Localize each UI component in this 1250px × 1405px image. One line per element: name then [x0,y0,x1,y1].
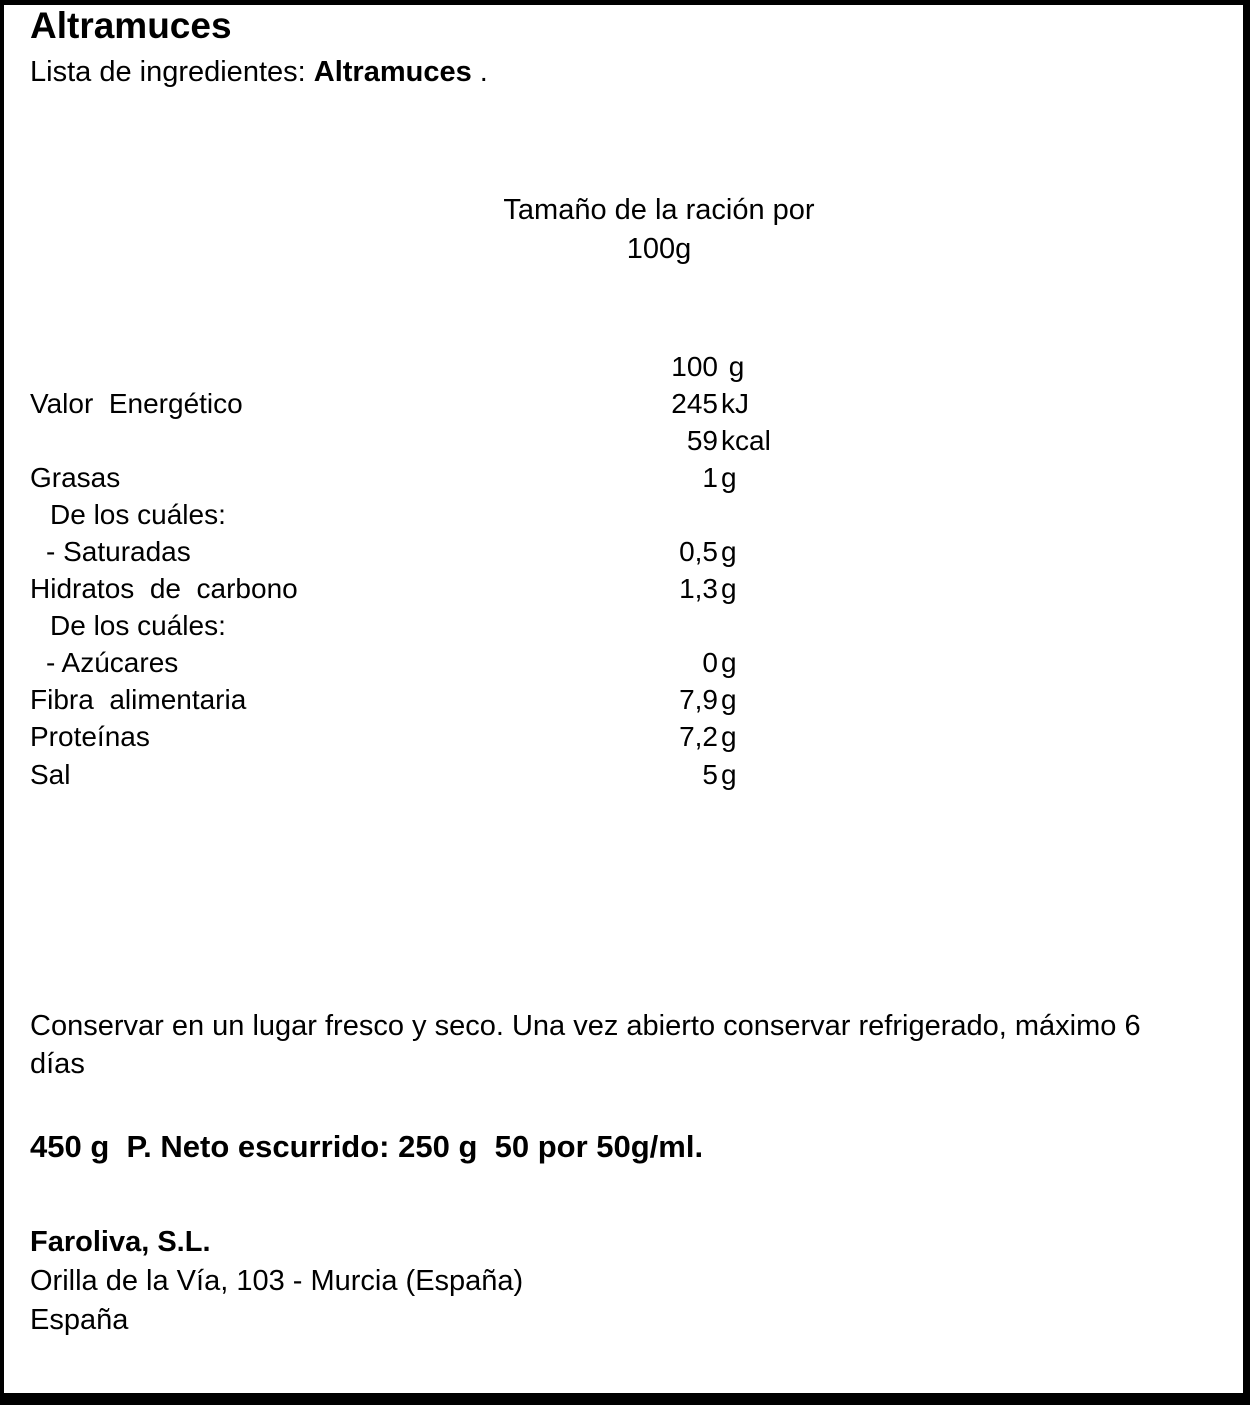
net-weight-line: 450 g P. Neto escurrido: 250 g 50 por 50g/ml. [30,1129,704,1164]
ingredients-line [30,53,488,91]
nutrient-unit: kcal [721,424,771,456]
nutrient-unit: g [721,647,737,679]
manufacturer-block [30,1223,930,1340]
table-column-header-row [4,348,1243,385]
nutrient-label: - Azúcares [46,647,179,679]
nutrient-unit: g [721,573,737,605]
table-row-salt [4,756,1243,793]
table-row-energy-kj [4,385,1243,422]
nutrient-label: De los cuáles: [50,498,226,530]
nutrient-value: 7,9 [679,684,718,716]
table-row-protein [4,719,1243,756]
nutrition-table [4,348,1243,793]
nutrient-value: 1,3 [679,573,718,605]
nutrient-value: 1 [702,461,718,493]
table-row-of-which-carbs [4,608,1243,645]
ingredients-label: Lista de ingredientes: [30,56,314,88]
nutrient-label: Valor Energético [30,387,243,419]
column-header-amount: 100 [671,350,718,382]
nutrient-unit: g [721,684,737,716]
nutrient-value: 0,5 [679,536,718,568]
nutrient-label: - Saturadas [46,536,191,568]
manufacturer-address: Orilla de la Vía, 103 - Murcia (España) [30,1265,524,1297]
table-row-of-which-fat [4,496,1243,533]
serving-size-line2: 100g [626,233,692,265]
storage-instructions: Conservar en un lugar fresco y seco. Una vez abierto conservar refrigerado, máximo 6 días [30,1010,1149,1080]
nutrient-unit: g [721,758,737,790]
ingredients-value: Altramuces [313,56,472,88]
nutrient-label: De los cuáles: [50,610,226,642]
nutrient-unit: g [721,461,737,493]
nutrient-value: 7,2 [679,721,718,753]
nutrient-value: 245 [671,387,718,419]
table-row-saturates [4,533,1243,570]
product-title: Altramuces [30,5,232,46]
nutrient-label: Sal [30,758,71,790]
nutrient-value: 0 [702,647,718,679]
table-row-carbohydrates [4,571,1243,608]
nutrient-unit: g [721,536,737,568]
ingredients-suffix: . [471,56,488,88]
nutrient-label: Grasas [30,461,121,493]
nutrient-unit: g [721,721,737,753]
manufacturer-name: Faroliva, S.L. [30,1226,211,1258]
column-header-unit: g [721,350,745,382]
nutrient-value: 59 [686,424,718,456]
nutrient-label: Fibra alimentaria [30,684,247,716]
table-row-energy-kcal [4,422,1243,459]
nutrient-value: 5 [702,758,718,790]
table-row-fibre [4,682,1243,719]
serving-size-line1: Tamaño de la ración por [503,194,815,226]
table-row-fat [4,459,1243,496]
nutrient-unit: kJ [721,387,749,419]
nutrient-label: Proteínas [30,721,150,753]
manufacturer-country: España [30,1304,129,1336]
serving-size-header [254,191,1064,269]
nutrient-label: Hidratos de carbono [30,573,298,605]
table-row-sugars [4,645,1243,682]
